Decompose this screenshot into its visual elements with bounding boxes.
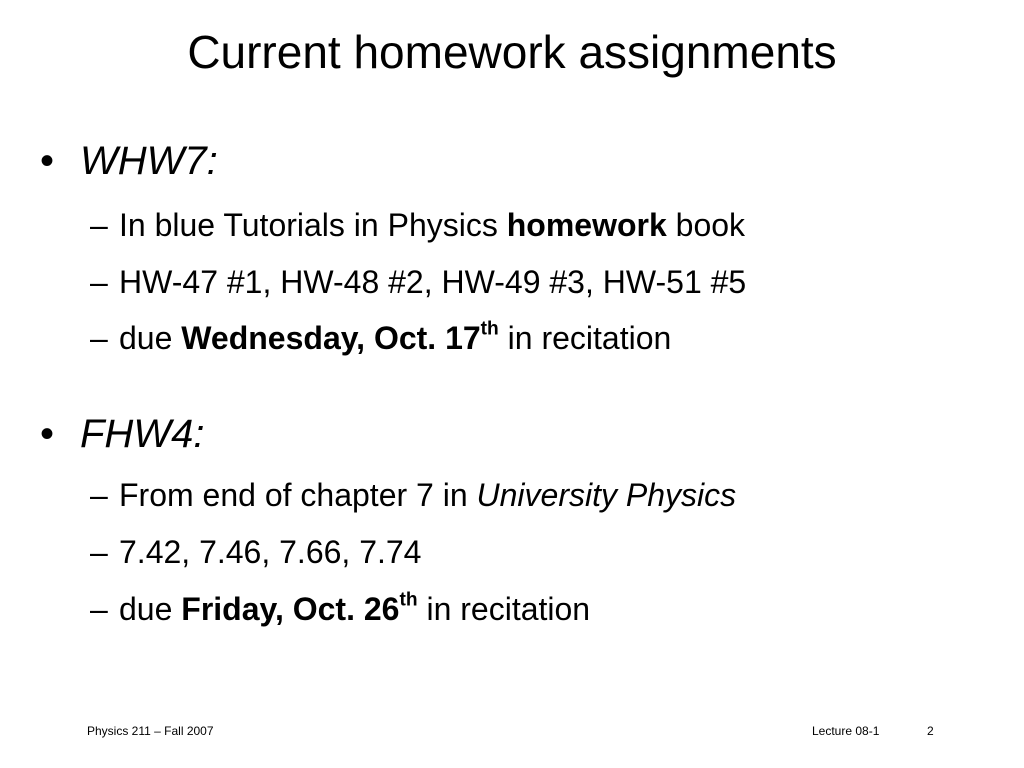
whw7-item-problems-text: HW-47 #1, HW-48 #2, HW-49 #3, HW-51 #5: [119, 264, 747, 300]
slide-title: Current homework assignments: [187, 26, 837, 78]
bullet-dot: •: [40, 412, 55, 456]
footer-page-number: 2: [927, 724, 934, 738]
dash: –: [90, 591, 108, 627]
dash: –: [90, 320, 108, 356]
dash: –: [90, 477, 108, 513]
dash: –: [90, 534, 108, 570]
fhw4-item-problems-text: 7.42, 7.46, 7.66, 7.74: [119, 534, 422, 570]
footer-course: Physics 211 – Fall 2007: [87, 724, 214, 738]
bullet-label-fhw4: FHW4:: [80, 412, 205, 456]
footer-lecture: Lecture 08-1: [812, 724, 880, 738]
fhw4-item-source-text: From end of chapter 7 in University Physics: [119, 477, 737, 513]
bullet-dot: •: [40, 139, 55, 183]
whw7-item-due-text: due Wednesday, Oct. 17th in recitation: [119, 318, 672, 356]
whw7-item-book-text: In blue Tutorials in Physics homework book: [119, 207, 746, 243]
fhw4-item-due-text: due Friday, Oct. 26th in recitation: [119, 589, 591, 627]
dash: –: [90, 264, 108, 300]
dash: –: [90, 207, 108, 243]
bullet-label-whw7: WHW7:: [80, 139, 218, 183]
